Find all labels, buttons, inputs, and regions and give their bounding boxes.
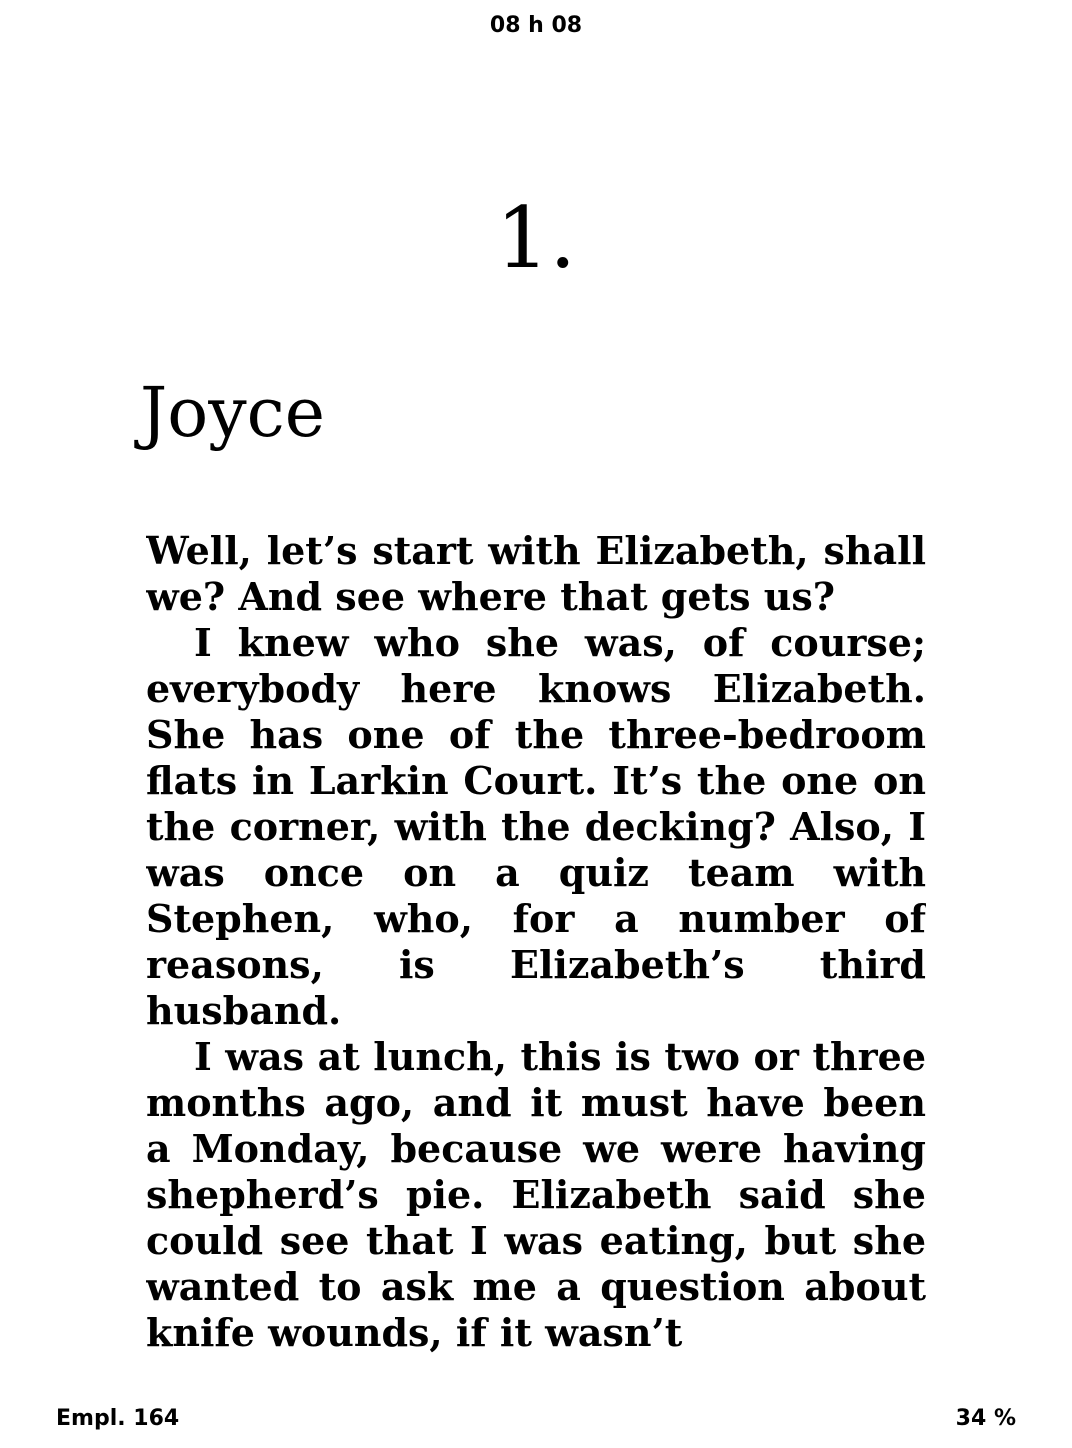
time-remaining: 08 h 08 bbox=[489, 13, 583, 38]
paragraph: Well, let’s start with Elizabeth, shall we? And see where that gets us? bbox=[146, 528, 926, 619]
progress-percent: 34 % bbox=[955, 1406, 1016, 1431]
chapter-number: 1. bbox=[495, 189, 577, 287]
chapter-title: Joyce bbox=[140, 374, 325, 453]
paragraph: I was at lunch, this is two or three months ago, and it must have been a Monday, because we were having shepherd’s pie. Elizabeth said she could see that I was eating, but she wanted to ask me a question about knife wounds, if it wasn’t bbox=[146, 1034, 926, 1355]
paragraph: I knew who she was, of course; everybody here knows Elizabeth. She has one of the three-bedroom flats in Larkin Court. It’s the one on the corner, with the decking? Also, I was once on a quiz team with Stephen, who, for a number of reasons, is Elizabeth’s third husband. bbox=[146, 620, 926, 1033]
location-indicator: Empl. 164 bbox=[56, 1406, 180, 1431]
reading-text[interactable] bbox=[146, 528, 926, 1358]
